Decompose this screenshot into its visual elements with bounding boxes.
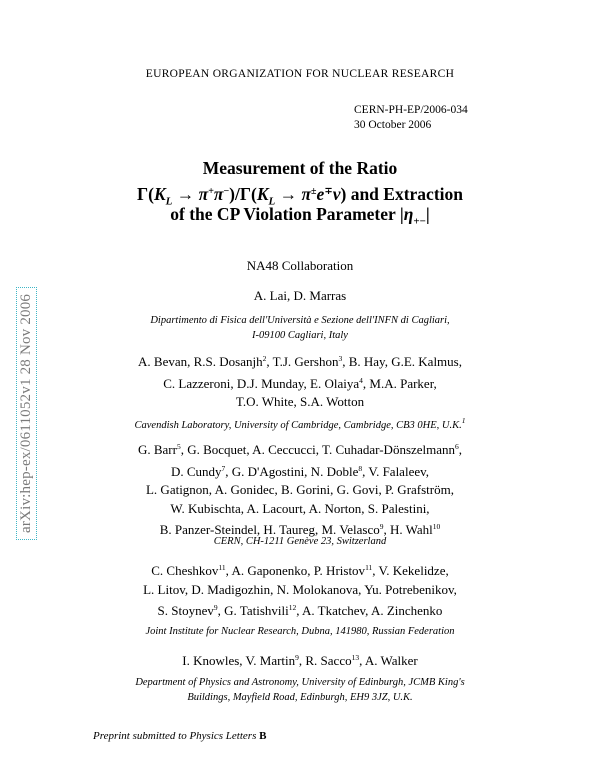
report-date: 30 October 2006	[354, 119, 432, 131]
authors-group-2	[0, 350, 600, 412]
organization-header: EUROPEAN ORGANIZATION FOR NUCLEAR RESEARCH	[145, 68, 455, 80]
authors-group-5: I. Knowles, V. Martin$^9$, R. Sacco$^{13}$, A. Walker	[182, 653, 418, 668]
affiliation-line: Buildings, Mayfield Road, Edinburgh, EH9 3JZ, U.K.	[187, 692, 413, 703]
authors-group-3	[0, 438, 600, 540]
paper-title-line-1: Measurement of the Ratio	[202, 158, 398, 178]
collaboration-name: NA48 Collaboration	[246, 258, 354, 273]
author-line: L. Litov, D. Madigozhin, N. Molokanova, Yu. Potrebenikov,	[143, 581, 457, 597]
affiliation-cambridge: Cavendish Laboratory, University of Cambridge, Cambridge, CB3 0HE, U.K.$^1$	[134, 416, 466, 431]
authors-group-4	[0, 559, 600, 621]
affiliation-edinburgh	[0, 675, 600, 705]
affiliation-dubna: Joint Institute for Nuclear Research, Dubna, 141980, Russian Federation	[145, 626, 455, 637]
journal-letter: B	[259, 730, 267, 742]
author-line: D. Cundy$^7$, G. D'Agostini, N. Doble$^8$, V. Falaleev,	[170, 463, 430, 479]
paper-title-line-3: of the CP Violation Parameter $|\eta_{+-}|$	[170, 204, 430, 228]
author-line: W. Kubischta, A. Lacourt, A. Norton, S. Palestini,	[170, 500, 430, 516]
arxiv-stamp[interactable]: arXiv:hep-ex/0611052v1 28 Nov 2006	[16, 287, 37, 540]
author-line: A. Bevan, R.S. Dosanjh$^2$, T.J. Gershon$^3$, B. Hay, G.E. Kalmus,	[138, 354, 462, 369]
author-line: T.O. White, S.A. Wotton	[235, 394, 365, 409]
paper-title-line-2: $\Gamma(K_L \to \pi^+\pi^-)/\Gamma(K_L \to \pi^\pm e^\mp\nu)$ and Extraction	[136, 184, 463, 208]
author-line: A. Lai, D. Marras	[253, 288, 347, 303]
author-line: S. Stoynev$^9$, G. Tatishvili$^{12}$, A. Tkatchev, A. Zinchenko	[157, 603, 443, 618]
author-line: L. Gatignon, A. Gonidec, B. Gorini, G. Govi, P. Grafström,	[145, 482, 454, 497]
affiliation-cern: CERN, CH-1211 Genève 23, Switzerland	[213, 536, 387, 547]
preprint-text: Preprint submitted to Physics Letters	[93, 730, 257, 742]
author-line: C. Lazzeroni, D.J. Munday, E. Olaiya$^4$, M.A. Parker,	[163, 375, 437, 391]
author-line: C. Cheshkov$^{11}$, A. Gaponenko, P. Hristov$^{11}$, V. Kekelidze,	[151, 563, 449, 578]
affiliation-line: Department of Physics and Astronomy, University of Edinburgh, JCMB King's	[135, 677, 465, 688]
affiliation-line: I-09100 Cagliari, Italy	[252, 330, 348, 341]
affiliation-line: Dipartimento di Fisica dell'Università e Sezione dell'INFN di Cagliari,	[150, 315, 450, 326]
affiliation-cagliari	[0, 313, 600, 343]
authors-group-1	[0, 287, 600, 306]
author-line: B. Panzer-Steindel, H. Taureg, M. Velasco$^9$, H. Wahl$^{10}$	[159, 522, 441, 537]
report-number: CERN-PH-EP/2006-034	[354, 104, 468, 116]
author-line: G. Barr$^5$, G. Bocquet, A. Ceccucci, T. Cuhadar-Dönszelmann$^6$,	[137, 442, 463, 457]
preprint-note	[93, 730, 266, 742]
